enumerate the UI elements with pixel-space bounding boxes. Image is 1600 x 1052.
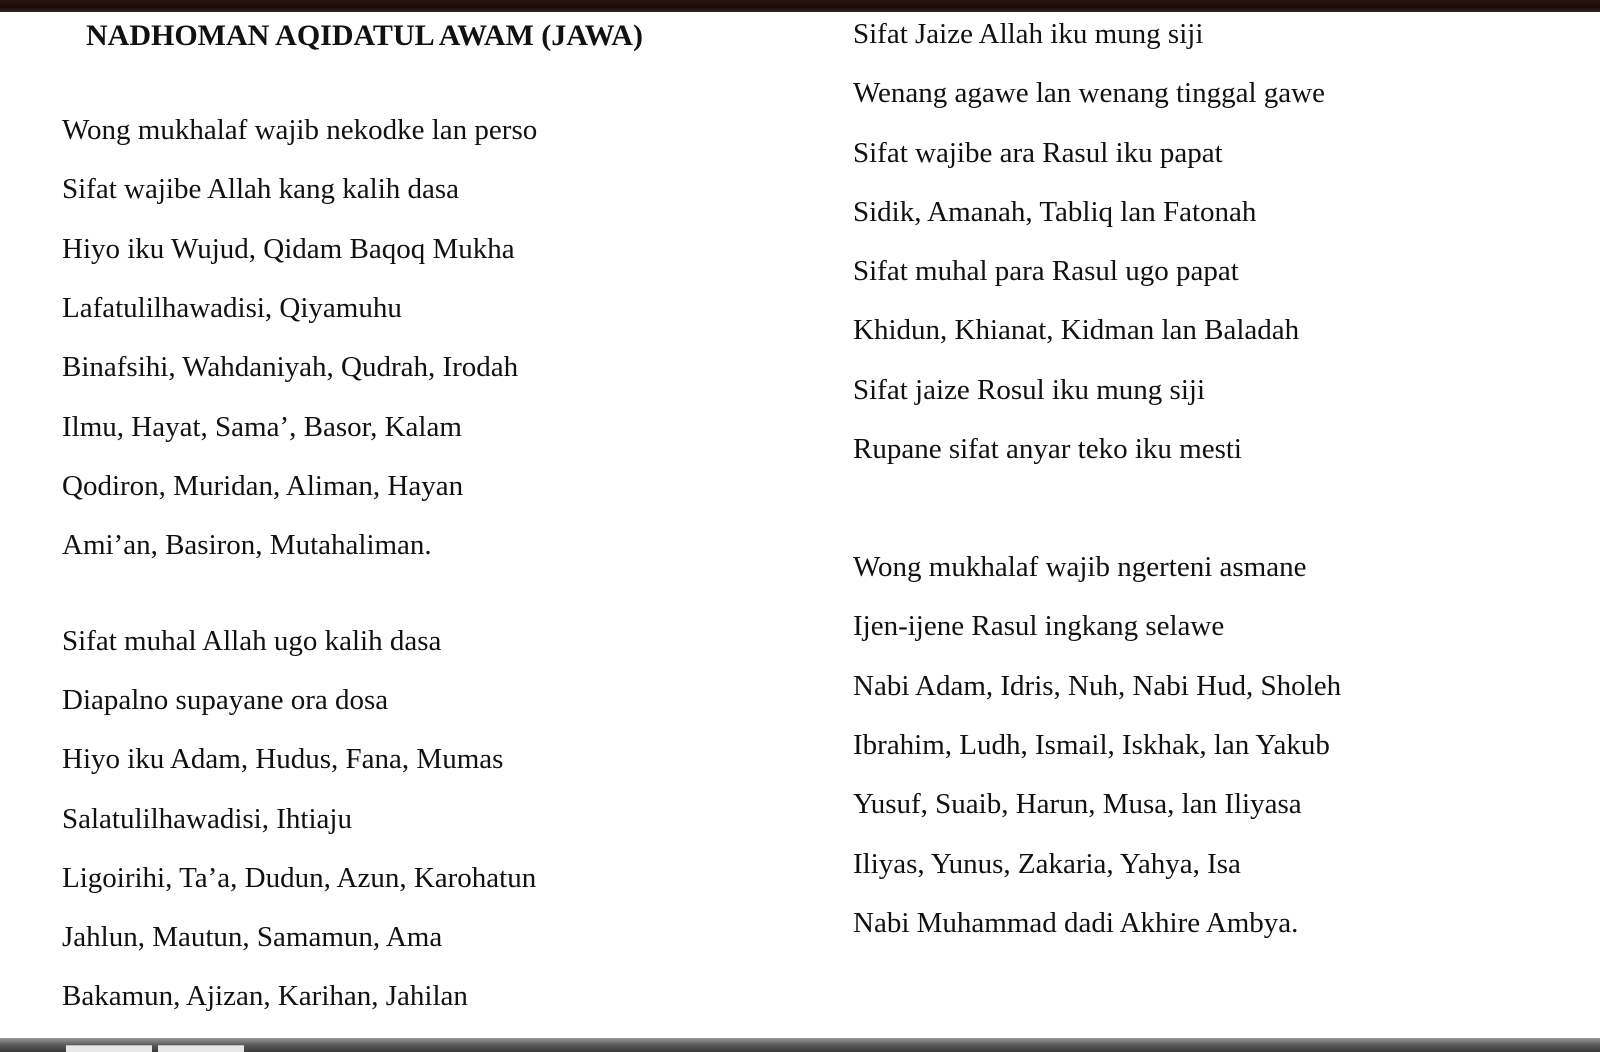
bottom-tab[interactable] (158, 1045, 244, 1052)
window-bottom-edge (0, 1038, 1600, 1052)
verse-line: Sifat wajibe Allah kang kalih dasa (62, 173, 460, 205)
verse-line: Binafsihi, Wahdaniyah, Qudrah, Irodah (62, 351, 519, 383)
verse-line: Nabi Adam, Idris, Nuh, Nabi Hud, Sholeh (853, 670, 1342, 702)
verse-line: Lafatulilhawadisi, Qiyamuhu (62, 292, 402, 324)
verse-line: Ijen-ijene Rasul ingkang selawe (853, 610, 1225, 642)
verse-line: Yusuf, Suaib, Harun, Musa, lan Iliyasa (853, 788, 1302, 820)
verse-line: Sifat jaize Rosul iku mung siji (853, 374, 1206, 406)
verse-line: Salatulilhawadisi, Ihtiaju (62, 803, 352, 835)
verse-line: Ami’an, Basiron, Mutahaliman. (62, 529, 432, 561)
verse-line: Khidun, Khianat, Kidman lan Baladah (853, 314, 1300, 346)
verse-line: Sidik, Amanah, Tabliq lan Fatonah (853, 196, 1257, 228)
verse-line: Sifat Jaize Allah iku mung siji (853, 18, 1204, 50)
page-title: NADHOMAN AQIDATUL AWAM (JAWA) (86, 19, 643, 52)
verse-line: Sifat wajibe ara Rasul iku papat (853, 137, 1223, 169)
verse-line: Ligoirihi, Ta’a, Dudun, Azun, Karohatun (62, 862, 537, 894)
verse-line: Hiyo iku Wujud, Qidam Baqoq Mukha (62, 233, 515, 265)
bottom-tab[interactable] (66, 1045, 152, 1052)
verse-line: Wong mukhalaf wajib ngerteni asmane (853, 551, 1307, 583)
verse-line: Ilmu, Hayat, Sama’, Basor, Kalam (62, 411, 462, 443)
verse-line: Qodiron, Muridan, Aliman, Hayan (62, 470, 464, 502)
verse-line: Hiyo iku Adam, Hudus, Fana, Mumas (62, 743, 504, 775)
verse-line: Sifat muhal para Rasul ugo papat (853, 255, 1239, 287)
verse-line: Ibrahim, Ludh, Ismail, Iskhak, lan Yakub (853, 729, 1330, 761)
verse-line: Rupane sifat anyar teko iku mesti (853, 433, 1242, 465)
verse-line: Nabi Muhammad dadi Akhire Ambya. (853, 907, 1299, 939)
verse-line: Bakamun, Ajizan, Karihan, Jahilan (62, 980, 468, 1012)
verse-line: Diapalno supayane ora dosa (62, 684, 389, 716)
verse-line: Wong mukhalaf wajib nekodke lan perso (62, 114, 538, 146)
verse-line: Iliyas, Yunus, Zakaria, Yahya, Isa (853, 848, 1241, 880)
verse-line: Wenang agawe lan wenang tinggal gawe (853, 77, 1325, 109)
window-top-edge (0, 0, 1600, 12)
verse-line: Jahlun, Mautun, Samamun, Ama (62, 921, 443, 953)
verse-line: Sifat muhal Allah ugo kalih dasa (62, 625, 442, 657)
